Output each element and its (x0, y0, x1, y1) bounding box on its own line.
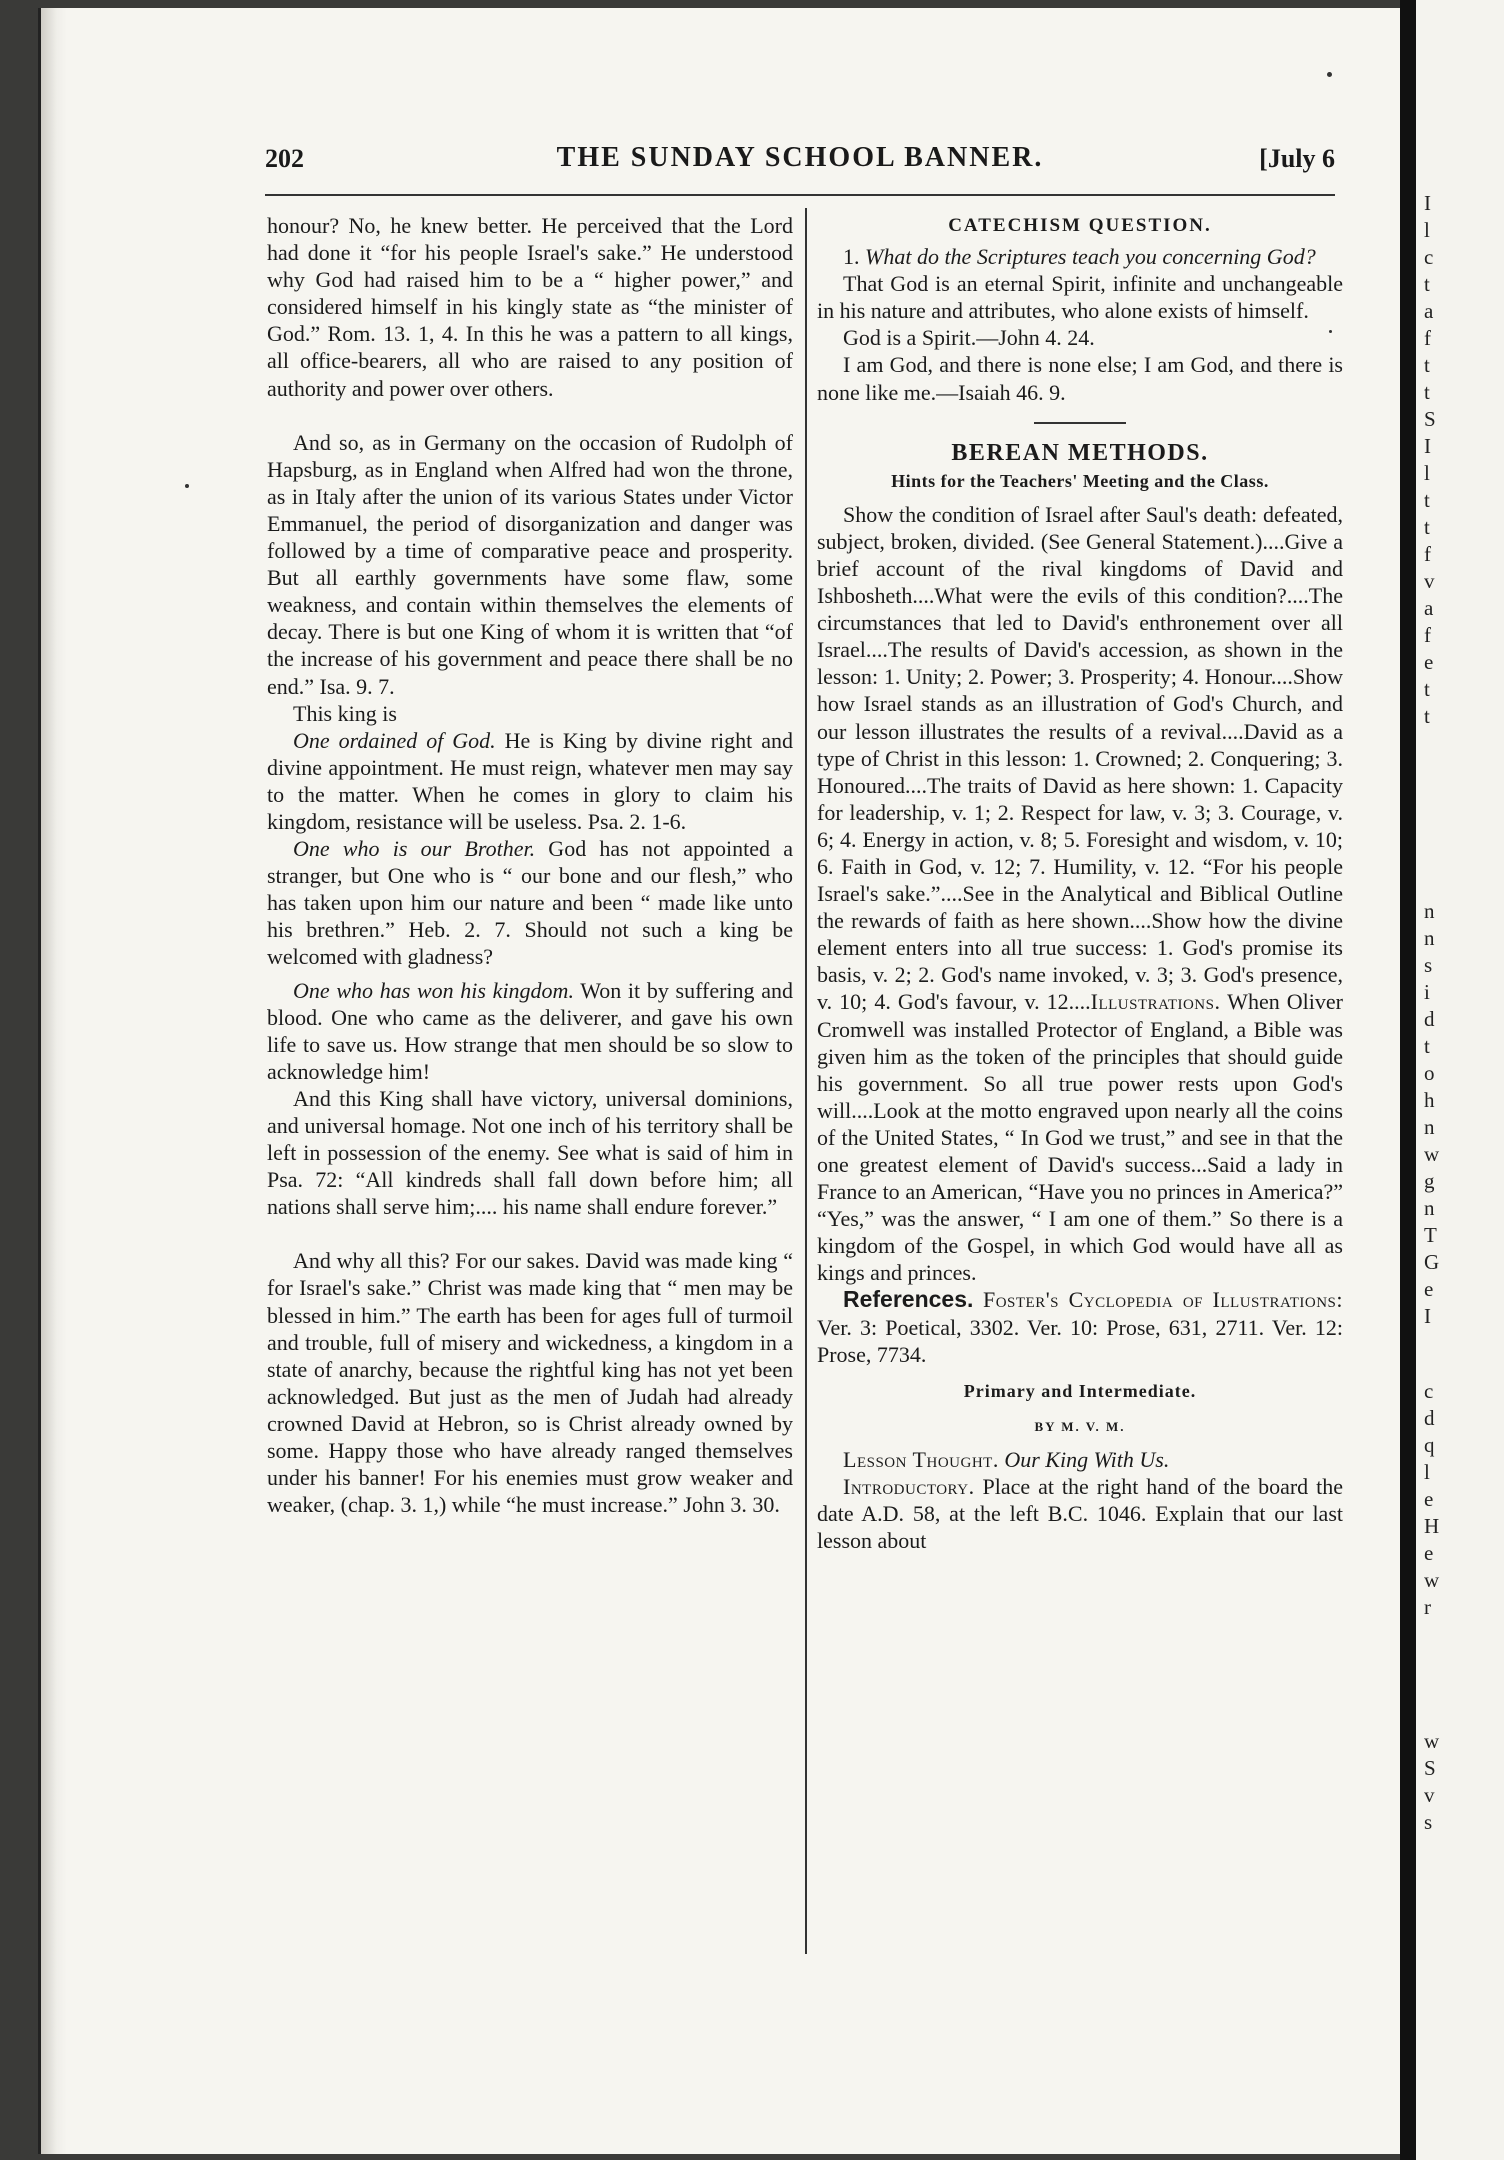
margin-fragment: T (1424, 1223, 1437, 1247)
book-spine (1400, 0, 1416, 2160)
margin-fragment: s (1424, 1810, 1433, 1834)
references-label: References. (843, 1286, 974, 1313)
catechism-answer: That God is an eternal Spirit, infinite and unchangeable in his nature and attributes, who alone exists of himself. (817, 271, 1343, 324)
catechism-heading: CATECHISM QUESTION. (948, 215, 1212, 236)
margin-fragment: t (1424, 353, 1430, 377)
margin-fragment: o (1424, 1061, 1435, 1085)
header-rule (265, 194, 1335, 196)
paragraph: One who is our Brother. God has not appointed a stranger, but One who is “ our bone and our flesh,” who has taken upon him our nature and been “ made like unto his brethren.” Heb. 2. 7. Should not such a king be welcomed with gladness? (267, 836, 793, 970)
margin-fragment: e (1424, 650, 1434, 674)
margin-fragment: t (1424, 488, 1430, 512)
scripture-verse: I am God, and there is none else; I am God, and there is none like me.—Isaiah 46. 9. (817, 352, 1343, 405)
paragraph: Lesson Thought. Our King With Us. (843, 1446, 1170, 1472)
margin-fragment: I (1424, 191, 1431, 215)
illustrations-label: Illustrations. (1090, 989, 1221, 1015)
lead-phrase: One who has won his kingdom. (293, 977, 574, 1003)
margin-fragment: d (1424, 1406, 1435, 1430)
margin-fragment: l (1424, 218, 1430, 242)
paragraph: Show the condition of Israel after Saul's death: defeated, subject, broken, divided. (See General Statement.)....Give a brief account of the rival kingdoms of David and Ishbosheth....What were the evils of this condition?....The circumstances that led to David's enthronement over all Israel....The results of David's accession, as shown in the lesson: 1. Unity; 2. Power; 3. Prosperity; 4. Honour....Show how Israel stands as an illustration of God's Church, and our lesson illustrates the results of a revival....David as a type of Christ in this lesson: 1. Crowned; 2. Conquering; 3. Honoured....The traits of David as here shown: 1. Capacity for leadership, v. 1; 2. Respect for law, v. 3; 3. Courage, v. 6; 4. Energy in action, v. 8; 5. Foresight and wisdom, v. 10; 6. Faith in God, v. 12; 7. Humility, v. 12. “For his people Israel's sake.”....See in the Analytical and Biblical Outline the rewards of faith as here shown....Show how the divine element enters into all true success: 1. God's promise its basis, v. 2; 2. God's name invoked, v. 3; 3. God's presence, v. 10; 4. God's favour, v. 12....Illustrations. When Oliver Cromwell was installed Protector of England, a Bible was given him as the token of the principles that should guide his government. So all true power rests upon God's will....Look at the motto engraved upon nearly all the coins of the United States, “ In God we trust,” and see in that the one greatest element of David's success...Said a lady in France to an American, “Have you no princes in America?” “Yes,” was the answer, “ I am one of them.” So there is a kingdom of the Gospel, in which God would have all as kings and princes. (817, 501, 1343, 1286)
paragraph: One ordained of God. He is King by divine right and divine appointment. He must reign, whatever men may say to the matter. When he comes in glory to claim his kingdom, resistance will be useless. Psa. 2. 1-6. (267, 727, 793, 834)
margin-fragment: a (1424, 596, 1434, 620)
issue-date: [July 6 (1259, 144, 1335, 173)
page-header (265, 140, 1335, 184)
margin-fragment: w (1424, 1142, 1440, 1166)
column-divider (805, 208, 807, 1954)
references: References. Foster's Cyclopedia of Illustrations: Ver. 3: Poetical, 3302. Ver. 10: Prose, 631, 2711. Ver. 12: Prose, 7734. (817, 1286, 1343, 1367)
margin-fragment: n (1424, 926, 1435, 950)
margin-fragment: i (1424, 980, 1430, 1004)
margin-fragment: t (1424, 272, 1430, 296)
paragraph: And this King shall have victory, universal dominions, and universal homage. Not one inch of his territory shall be left in possession of the enemy. See what is said of him in Psa. 72: “All kindreds shall fall down before him; all nations shall serve him;.... his name shall endure forever.” (267, 1085, 793, 1220)
paragraph: This king is (293, 700, 397, 726)
lead-phrase: One who is our Brother. (293, 836, 536, 862)
margin-fragment: n (1424, 1115, 1435, 1139)
margin-fragment: e (1424, 1487, 1434, 1511)
margin-fragment: c (1424, 245, 1434, 269)
margin-fragment: n (1424, 899, 1435, 923)
margin-fragment: I (1424, 1304, 1431, 1328)
left-column (267, 212, 793, 1518)
margin-fragment: t (1424, 1034, 1430, 1058)
margin-fragment: t (1424, 515, 1430, 539)
introductory-label: Introductory. (843, 1474, 975, 1500)
margin-fragment: t (1424, 704, 1430, 728)
margin-fragment: w (1424, 1568, 1440, 1592)
margin-fragment: h (1424, 1088, 1435, 1112)
ink-speck (185, 484, 189, 488)
margin-fragment: e (1424, 1541, 1434, 1565)
paragraph: One who has won his kingdom. Won it by suffering and blood. One who came as the deliverer, and gave his own life to save us. How strange that men should be so slow to acknowledge him! (267, 977, 793, 1084)
margin-fragment: G (1424, 1250, 1440, 1274)
paragraph: And so, as in Germany on the occasion of Rudolph of Hapsburg, as in England when Alfred had won the throne, as in Italy after the union of its various States under Victor Emmanuel, the period of disorganization and danger was followed by a time of comparative peace and prosperity. But all earthly governments have some flaw, some weakness, and contain within themselves the elements of decay. There is but one King of whom it is written that “of the increase of his government and peace there shall be no end.” Isa. 9. 7. (267, 429, 793, 699)
margin-fragment: n (1424, 1196, 1435, 1220)
margin-fragment: q (1424, 1433, 1435, 1457)
margin-fragment: c (1424, 1379, 1434, 1403)
margin-fragment: v (1424, 569, 1435, 593)
lead-phrase: One ordained of God. (293, 727, 496, 753)
subsection-heading: Primary and Intermediate. (963, 1380, 1197, 1401)
margin-fragment: H (1424, 1514, 1440, 1538)
margin-fragment: t (1424, 677, 1430, 701)
right-column (817, 212, 1343, 1554)
margin-fragment: w (1424, 1729, 1440, 1753)
section-rule (1034, 422, 1126, 424)
scripture-verse: God is a Spirit.—John 4. 24. (843, 325, 1095, 351)
margin-fragment: l (1424, 461, 1430, 485)
margin-fragment: t (1424, 380, 1430, 404)
margin-fragment: v (1424, 1783, 1435, 1807)
margin-fragment: a (1424, 299, 1434, 323)
margin-fragment: f (1424, 623, 1431, 647)
page-gutter-shadow (41, 8, 67, 2154)
book-page (38, 8, 1403, 2154)
margin-fragment: d (1424, 1007, 1435, 1031)
catechism-question: 1. What do the Scriptures teach you concerning God? (843, 244, 1316, 270)
subsection-heading: Hints for the Teachers' Meeting and the Class. (891, 470, 1269, 491)
margin-fragment: g (1424, 1169, 1435, 1193)
margin-fragment: e (1424, 1277, 1434, 1301)
ink-speck (1327, 72, 1332, 77)
paragraph: And why all this? For our sakes. David was made king “ for Israel's sake.” Christ was made king that “ men may be blessed in him.” The earth has been for ages full of turmoil and trouble, full of misery and wickedness, a kingdom in a state of anarchy, because the rightful king has not yet been acknowledged. But just as the men of Judah had already crowned David at Hebron, so is Christ already owned by some. Happy those who have already ranged themselves under his banner! For his enemies must grow weaker and weaker, (chap. 3. 1,) while “he must increase.” John 3. 30. (267, 1248, 793, 1518)
lesson-thought-label: Lesson Thought. (843, 1446, 999, 1472)
margin-fragment: S (1424, 407, 1436, 431)
margin-fragment: S (1424, 1756, 1436, 1780)
margin-fragment: f (1424, 542, 1431, 566)
margin-fragment: r (1424, 1595, 1431, 1619)
adjacent-page-edge (1416, 0, 1504, 2160)
margin-fragment: I (1424, 434, 1431, 458)
byline: BY M. V. M. (1034, 1418, 1126, 1434)
section-heading: BEREAN METHODS. (951, 439, 1209, 466)
margin-fragment: s (1424, 953, 1433, 977)
running-title: THE SUNDAY SCHOOL BANNER. (556, 142, 1044, 173)
margin-fragment: l (1424, 1460, 1430, 1484)
paragraph: honour? No, he knew better. He perceived that the Lord had done it “for his people Israel's sake.” He understood why God had raised him to be a “ higher power,” and considered himself in his kingly state as “the minister of God.” Rom. 13. 1, 4. In this he was a pattern to all kings, all office-bearers, all who are raised to any position of authority and power over others. (267, 213, 793, 401)
margin-fragment: f (1424, 326, 1431, 350)
page-number: 202 (265, 144, 304, 173)
paragraph: Introductory. Place at the right hand of the board the date A.D. 58, at the left B.C. 1046. Explain that our last lesson about (817, 1474, 1343, 1554)
